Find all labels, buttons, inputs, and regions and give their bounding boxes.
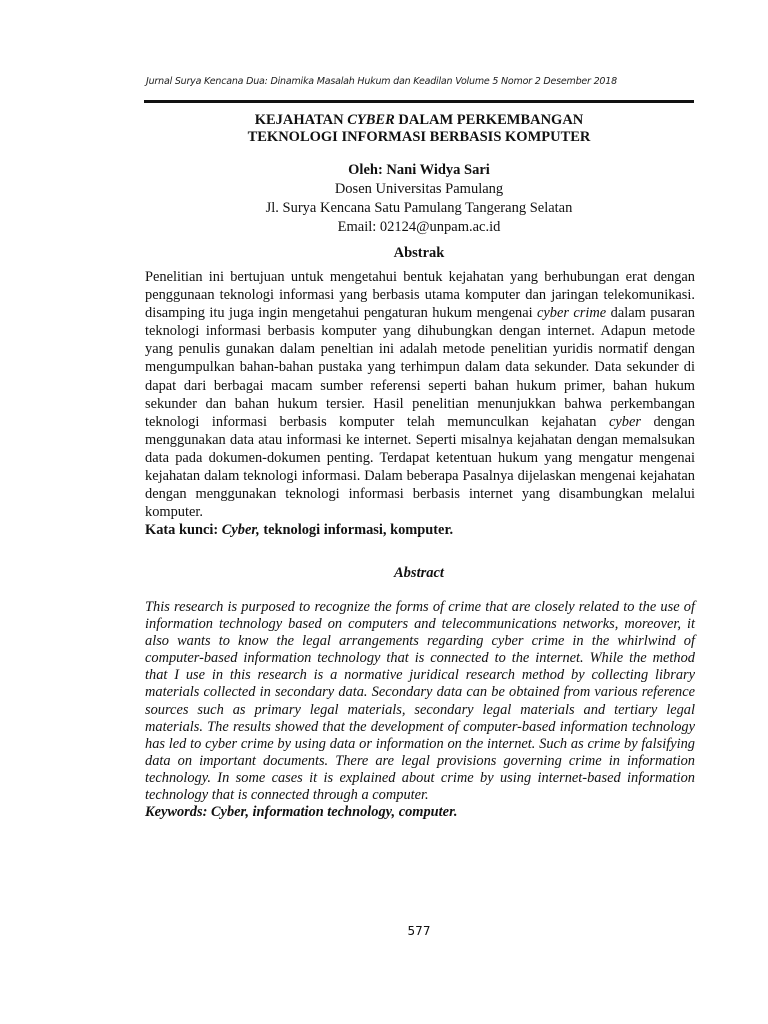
author-byline: Oleh: Nani Widya Sari: [348, 162, 490, 178]
abstrak-text-3: dengan menggunakan data atau informasi ke internet. Seperti misalnya kejahatan dengan memalsukan data pada dokumen-dokumen penting. Terdapat ketentuan hukum yang mengatur mengenai kejahatan dalam teknologi informasi. Dalam beberapa Pasalnya dijelaskan mengenai kejahatan dengan menggunakan teknologi informasi berbasis internet yang disambungkan melalui komputer.: [145, 413, 695, 521]
kata-kunci-label: Kata kunci:: [145, 522, 222, 539]
abstrak-term-cyber: cyber: [608, 413, 641, 430]
title-line-1-start: KEJAHATAN: [254, 112, 348, 128]
abstrak-body: [145, 268, 695, 539]
author-address: Jl. Surya Kencana Satu Pamulang Tangerang Selatan: [265, 200, 573, 216]
abstrak-paragraph: [145, 268, 695, 521]
abstract-paragraph: This research is purposed to recognize the forms of crime that are closely related to the use of information technology based on computers and telecommunications networks, moreover, it also wants to know the legal arrangements regarding cyber crime in the whirlwind of computer-based information technology that is connected to the internet. While the method that I use in this research is a normative juridical research method by collecting library materials collected in secondary data. Secondary data can be obtained from various reference sources such as primary legal materials, secondary legal materials and tertiary legal materials. The results showed that the development of computer-based information technology has led to cyber crime by using data or information on the internet. Such as crime by falsifying data on important documents. There are legal provisions governing crime in information technology. In some cases it is explained about crime by using internet-based information technology that is connected through a computer.: [145, 599, 695, 804]
abstrak-text-1: Penelitian ini bertujuan untuk mengetahui bentuk kejahatan yang berhubungan erat dengan penggunaan teknologi informasi yang berbasis utama komputer dan jaringan telekomunikasi. disamping itu juga ingin mengetahui pengaturan hukum mengenai: [145, 269, 695, 322]
author-affiliation: Dosen Universitas Pamulang: [334, 181, 504, 197]
title-line-2: TEKNOLOGI INFORMASI BERBASIS KOMPUTER: [247, 129, 591, 145]
author-email: Email: 02124@unpam.ac.id: [337, 219, 501, 235]
abstract-keywords: Keywords: Cyber, information technology, computer.: [145, 804, 458, 821]
header-rule: [144, 100, 694, 103]
kata-kunci: [145, 521, 695, 539]
abstrak-heading: Abstrak: [393, 245, 445, 261]
paper-title: [144, 112, 694, 146]
title-cyber-word: CYBER: [347, 112, 395, 128]
abstrak-text-2: dalam pusaran teknologi informasi berbasis komputer yang dihubungkan dengan internet. Adapun metode yang penulis gunakan dalam peneltian ini adalah metode penelitian yuridis normatif dengan mengumpulkan bahan-bahan pustaka yang terhimpun dalam data sekunder. Data sekunder di dapat dari berbagai macam sumber referensi seperti bahan hukum primer, bahan hukum sekunder dan bahan hukum tersier. Hasil penelitian menunjukkan bahwa perkembangan teknologi informasi berbasis komputer telah memunculkan kejahatan: [145, 305, 695, 430]
abstract-heading: Abstract: [394, 565, 444, 581]
title-line-1-end: DALAM PERKEMBANGAN: [394, 112, 584, 128]
running-head: Jurnal Surya Kencana Dua: Dinamika Masalah Hukum dan Keadilan Volume 5 Nomor 2 Desember 2018: [146, 76, 617, 87]
kata-kunci-cyber: Cyber,: [221, 522, 260, 539]
page-number: 577: [407, 924, 431, 938]
title-line-1: [144, 112, 694, 129]
kata-kunci-rest: teknologi informasi, komputer.: [259, 522, 454, 539]
abstract-body: [145, 599, 695, 821]
author-block: [144, 161, 694, 237]
abstrak-term-cyber-crime: cyber crime: [537, 305, 607, 322]
